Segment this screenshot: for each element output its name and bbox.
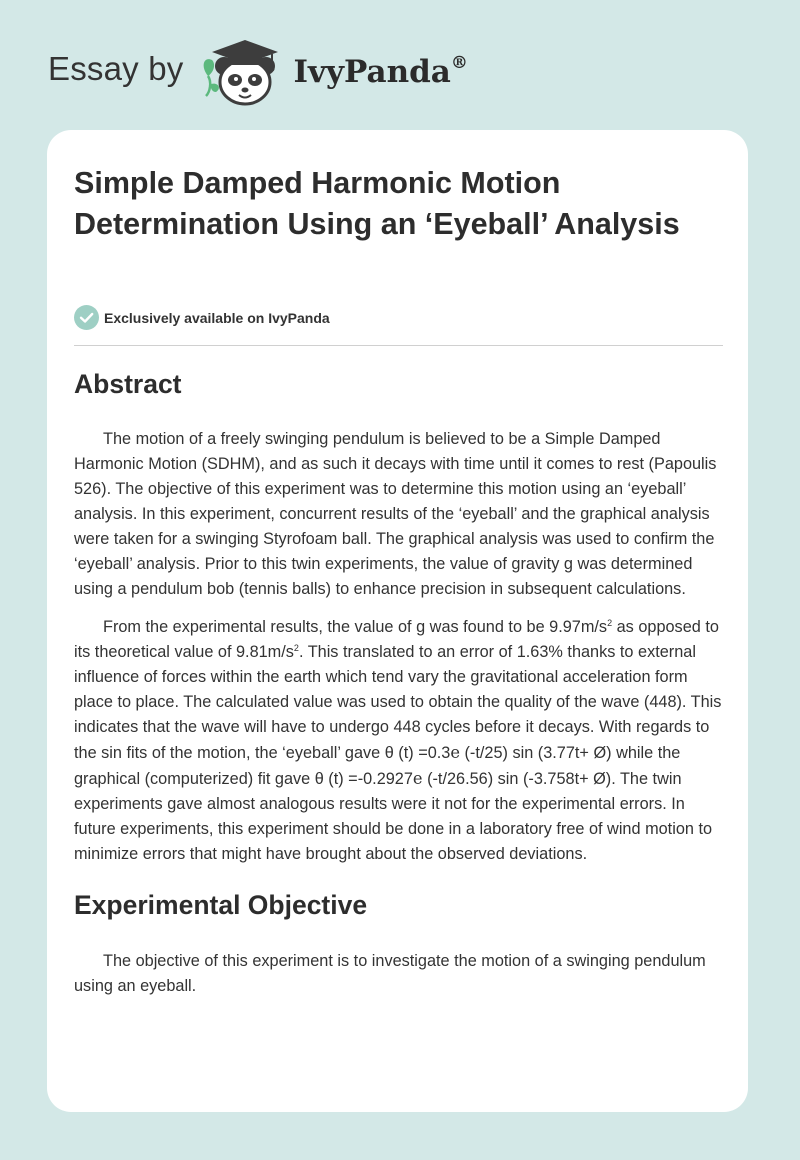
math-e-1: e <box>450 743 460 762</box>
abstract-p2-text-a: From the experimental results, the value of g was found to be 9.97m/s <box>103 618 608 636</box>
essay-content <box>74 366 724 999</box>
exclusive-badge-text: Exclusively available on IvyPanda <box>104 309 330 326</box>
abstract-p2-text-c: . This translated to an error of 1.63% thanks to external influence of forces within the earth which tend vary the gravitational acceleration form place to place. The calculated value was used to obtain the quality of the wave (448). This indicates that the wave will have to undergo 448 cycles before it decays. With regards to the sin fits of the motion, the ‘eyeball’ gave θ (t) =0.3 <box>74 643 722 762</box>
exclusive-badge <box>74 305 330 330</box>
math-e-2: e <box>412 769 423 788</box>
brand-name <box>294 54 468 90</box>
registered-mark: ® <box>450 53 468 73</box>
abstract-p2-text-f: (-t/26.56) sin (-3.758t+ Ø). The twin experiments gave almost analogous results were it not for the experimental errors. In future experiments, this experiment should be done in a laboratory free of wind motion to minimize errors that might have brought about the observed deviations. <box>74 770 713 863</box>
check-circle-icon <box>74 305 99 330</box>
section-heading-objective: Experimental Objective <box>74 890 368 920</box>
superscript-1: 2 <box>607 618 613 628</box>
essay-title: Simple Damped Harmonic Motion Determination Using an ‘Eyeball’ Analysis <box>74 166 680 241</box>
title-divider <box>74 345 723 346</box>
brand-prefix: Essay by <box>48 50 184 87</box>
site-brand[interactable] <box>48 36 468 110</box>
essay-card <box>47 130 748 1112</box>
abstract-paragraph-1: The motion of a freely swinging pendulum is believed to be a Simple Damped Harmonic Motion (SDHM), and as such it decays with time until it comes to rest (Papoulis 526). The objective of this experiment was to determine this motion using an ‘eyeball’ analysis. In this experiment, concurrent results of the ‘eyeball’ and the graphical analysis were taken for a swinging Styrofoam ball. The graphical analysis was used to confirm the ‘eyeball’ analysis. Prior to this twin experiments, the value of gravity g was determined using a pendulum bob (tennis balls) to enhance precision in subsequent calculations. <box>74 430 717 598</box>
abstract-p2-text-d: (-t/25) sin (3.77t+ Ø) while the graphical (computerized) fit gave θ (t) =-0.2927 <box>74 744 681 788</box>
abstract-paragraph-2 <box>74 615 724 867</box>
abstract-p2-text-b: as opposed to its theoretical value of 9.81m/s <box>74 618 719 661</box>
superscript-2: 2 <box>293 643 299 653</box>
brand-name-text: IvyPanda <box>293 54 451 90</box>
objective-paragraph-1: The objective of this experiment is to investigate the motion of a swinging pendulum using an eyeball. <box>74 952 706 995</box>
panda-logo-icon <box>198 36 290 110</box>
section-heading-abstract: Abstract <box>74 369 182 399</box>
